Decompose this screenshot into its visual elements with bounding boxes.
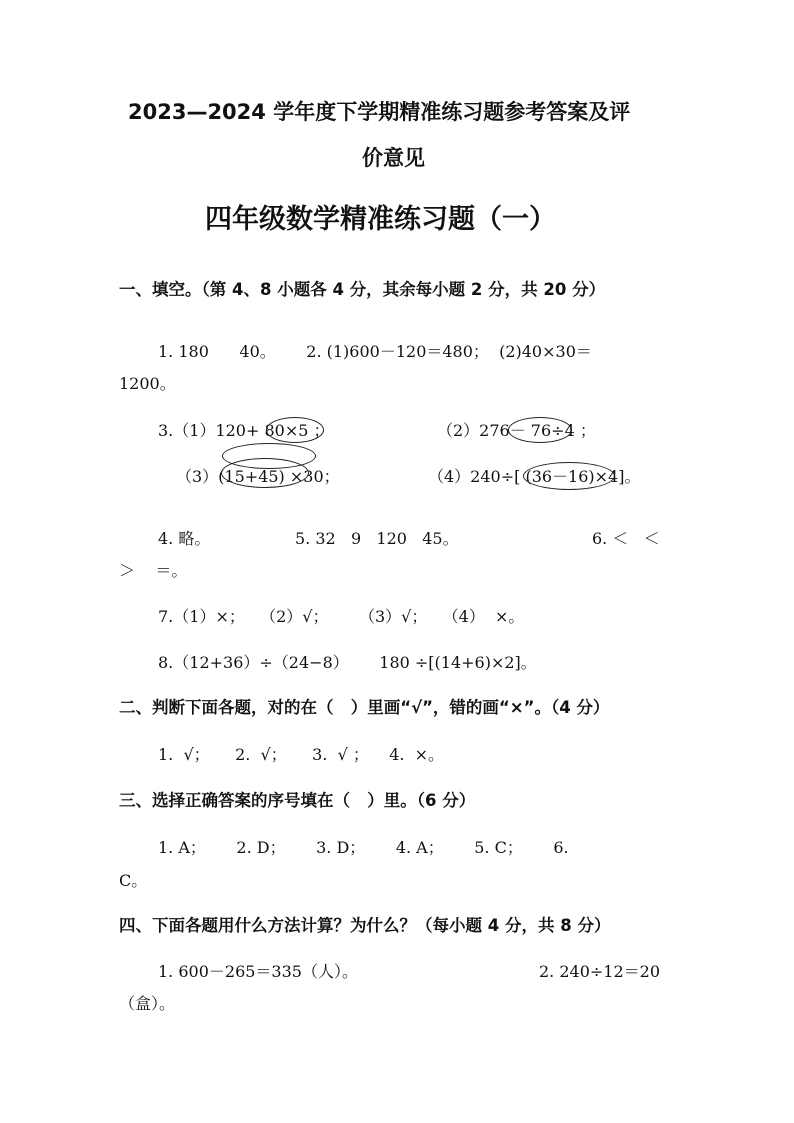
exercise-title: 四年级数学精准练习题（一） xyxy=(205,204,556,235)
answer-line: 1. 600－265＝335（人）。 xyxy=(158,962,358,981)
answer-line: 6. ＜ ＜ xyxy=(592,529,660,548)
circle-mark xyxy=(523,462,615,490)
page-title-line-1: 2023—2024 学年度下学期精准练习题参考答案及评 xyxy=(128,100,631,124)
section-3-heading: 三、选择正确答案的序号填在（ ）里。（6 分） xyxy=(119,791,476,810)
section-2-heading: 二、判断下面各题，对的在（ ）里画“√”，错的画“×”。（4 分） xyxy=(119,698,610,717)
section-1-heading: 一、填空。（第 4、8 小题各 4 分，其余每小题 2 分，共 20 分） xyxy=(119,280,606,299)
answer-line: 2. 240÷12＝20 xyxy=(539,962,661,981)
circle-mark xyxy=(221,458,309,488)
answer-line: 1. √； 2. √； 3. √ ； 4. ×。 xyxy=(158,745,445,764)
answer-line: 4. 略。 xyxy=(158,529,211,548)
answer-line: （盒）。 xyxy=(119,994,176,1013)
answer-line: 3.（1）120+ 80×5 ； xyxy=(158,421,330,440)
answer-line: 1. A； 2. D； 3. D； 4. A； 5. C； 6. xyxy=(158,838,569,857)
section-4-heading: 四、下面各题用什么方法计算？为什么？（每小题 4 分，共 8 分） xyxy=(119,916,611,935)
page-title-line-2: 价意见 xyxy=(362,146,425,170)
answer-line: 5. 32 9 120 45。 xyxy=(295,529,459,548)
answer-line: 7.（1）×； （2）√； （3）√； （4） ×。 xyxy=(158,607,525,626)
answer-line: ＞ ＝。 xyxy=(119,561,188,580)
circle-mark xyxy=(508,417,572,443)
answer-line: 1. 180 40。 2. (1)600－120＝480； (2)40×30＝ xyxy=(158,342,592,361)
answer-line: （3）(15+45) ×30； xyxy=(176,467,340,486)
answer-line: （2）276－ 76÷4 ； xyxy=(437,421,596,440)
circle-mark xyxy=(266,417,324,443)
answer-line: C。 xyxy=(119,871,148,890)
answer-line: （4）240÷[ (36－16)×4]。 xyxy=(428,467,641,486)
answer-line: 1200。 xyxy=(119,374,176,393)
answer-line: 8.（12+36）÷（24−8） 180 ÷[(14+6)×2]。 xyxy=(158,653,537,672)
